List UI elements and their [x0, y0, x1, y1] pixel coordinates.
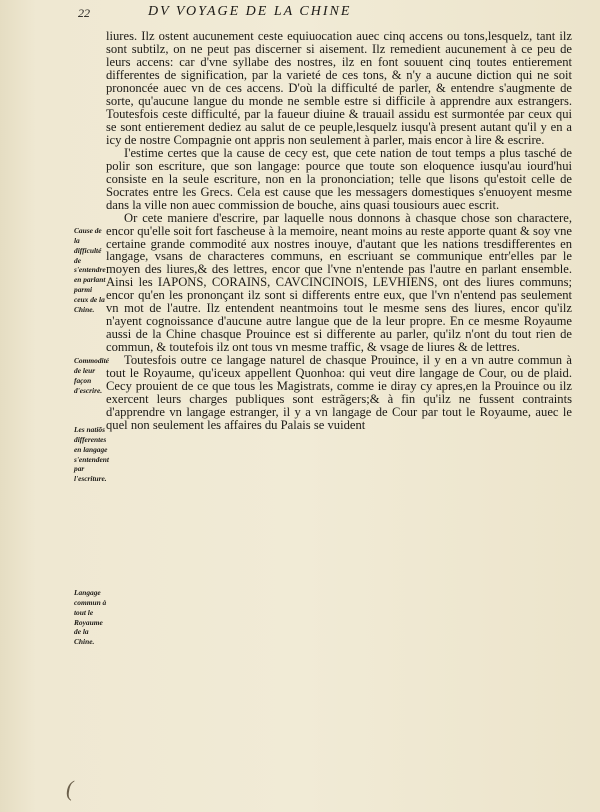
- margin-note-common-language: Langage commun à tout le Royaume de la Chine.: [74, 588, 107, 647]
- paragraph-3: Or cete maniere d'escrire, par laquelle nous donnons à chasque chose son charactere, encor qu'elle soit fort fascheuse à la memoire, neant moins au reste apporte quant & soy vne certaine grande commodité aux nostres inouye, d'autant que les nations tresdifferentes en langage, vsans de characteres communs, en escriuant se communique entr'elles par le moyen des liures,& des lettres, encor que l'vne n'entende pas l'autre en parlant ensemble. Ainsi les IAPONS, CORAINS, CAVCINCINOIS, LEVHIENS, ont des liures communs; encor qu'en les prononçant ilz sont si differents entre eux, que l'vn n'entend pas seulement vn mot de l'autre. Ilz entendent neantmoins tout le mesme sens des liures, encor qu'ilz n'ayent cognoissance d'aucune autre langue que de la leur propre. En ce mesme Royaume aussi de la Chine chasque Prouince est si differente au parler, qu'ilz n'ont du tout rien de commun, & toutefois ilz ont tous vn mesme traffic, & vsage de liures & de lettres.: [106, 210, 572, 355]
- margin-note-nations-writing: Les natiõs differentes en langage s'entendent par l'escriture.: [74, 425, 109, 484]
- paragraph-1: liures. Ilz ostent aucunement ceste equiuocation auec cinq accens ou tons,lesquelz, tant ilz sont subtilz, on ne peut pas discerner si aisement. Ilz remedient aucunement à ce peu de leurs accens: car d'vne syllabe des nostres, ilz en font souuent cinq toutes entierement differentes de signification, par la varieté de ces tons, & n'y a aucune diction qui ne soit prononcée auec vn de ces accens. D'où la difficulté de parler, & entendre s'augmente de sorte, qu'aucune langue du monde ne semble estre si difficile à apprendre aux estrangers. Toutesfois ceste difficulté, par la faueur diuine & trauail assidu est surmontée par ceux qui se sont entierement dediez au salut de ce peuple,lesquelz iusqu'à present autant qu'il y en a icy de nostre Compagnie ont appris non seulement à parler, mais encor à lire & escrire.: [106, 29, 572, 147]
- paragraph-2: I'estime certes que la cause de cecy est, que cete nation de tout temps a plus tasché de polir son escriture, que son langage: pource que toute son eloquence iusqu'au iourd'hui consiste en la seule escriture, non en la prononciation; telle que lisons qu'estoit celle de Socrates entre les Grecs. Cela est cause que les messagers domestiques s'enuoyent mesme dans la ville non auec commission de bouche, ains quasi tousiours auec escrit.: [106, 145, 572, 212]
- running-head: DV VOYAGE DE LA CHINE: [148, 4, 352, 19]
- margin-note-writing-convenience: Commodité de leur façon d'escrire.: [74, 356, 109, 395]
- page-number: 22: [78, 6, 90, 20]
- page-mark: (: [66, 776, 74, 801]
- margin-note-difficulty: Cause de la difficulté de s'entendre en parlant parmi ceux de la Chine.: [74, 226, 106, 314]
- body-text: [106, 30, 572, 432]
- paragraph-4: Toutesfois outre ce langage naturel de chasque Prouince, il y en a vn autre commun à tout le Royaume, qu'iceux appellent Quonhoa: qui veut dire langage de Cour, ou de plaid. Cecy prouient de ce que tous les Magistrats, comme ie diray cy apres,en la Prouince ou ilz exercent leurs charges publiques sont estrãgers;& à fin qu'ilz ne fussent contraints d'apprendre vn langage estranger, il y a vn langage de Cour par tout le Royaume, auec le quel non seulement les affaires du Palais se vuident: [106, 353, 572, 433]
